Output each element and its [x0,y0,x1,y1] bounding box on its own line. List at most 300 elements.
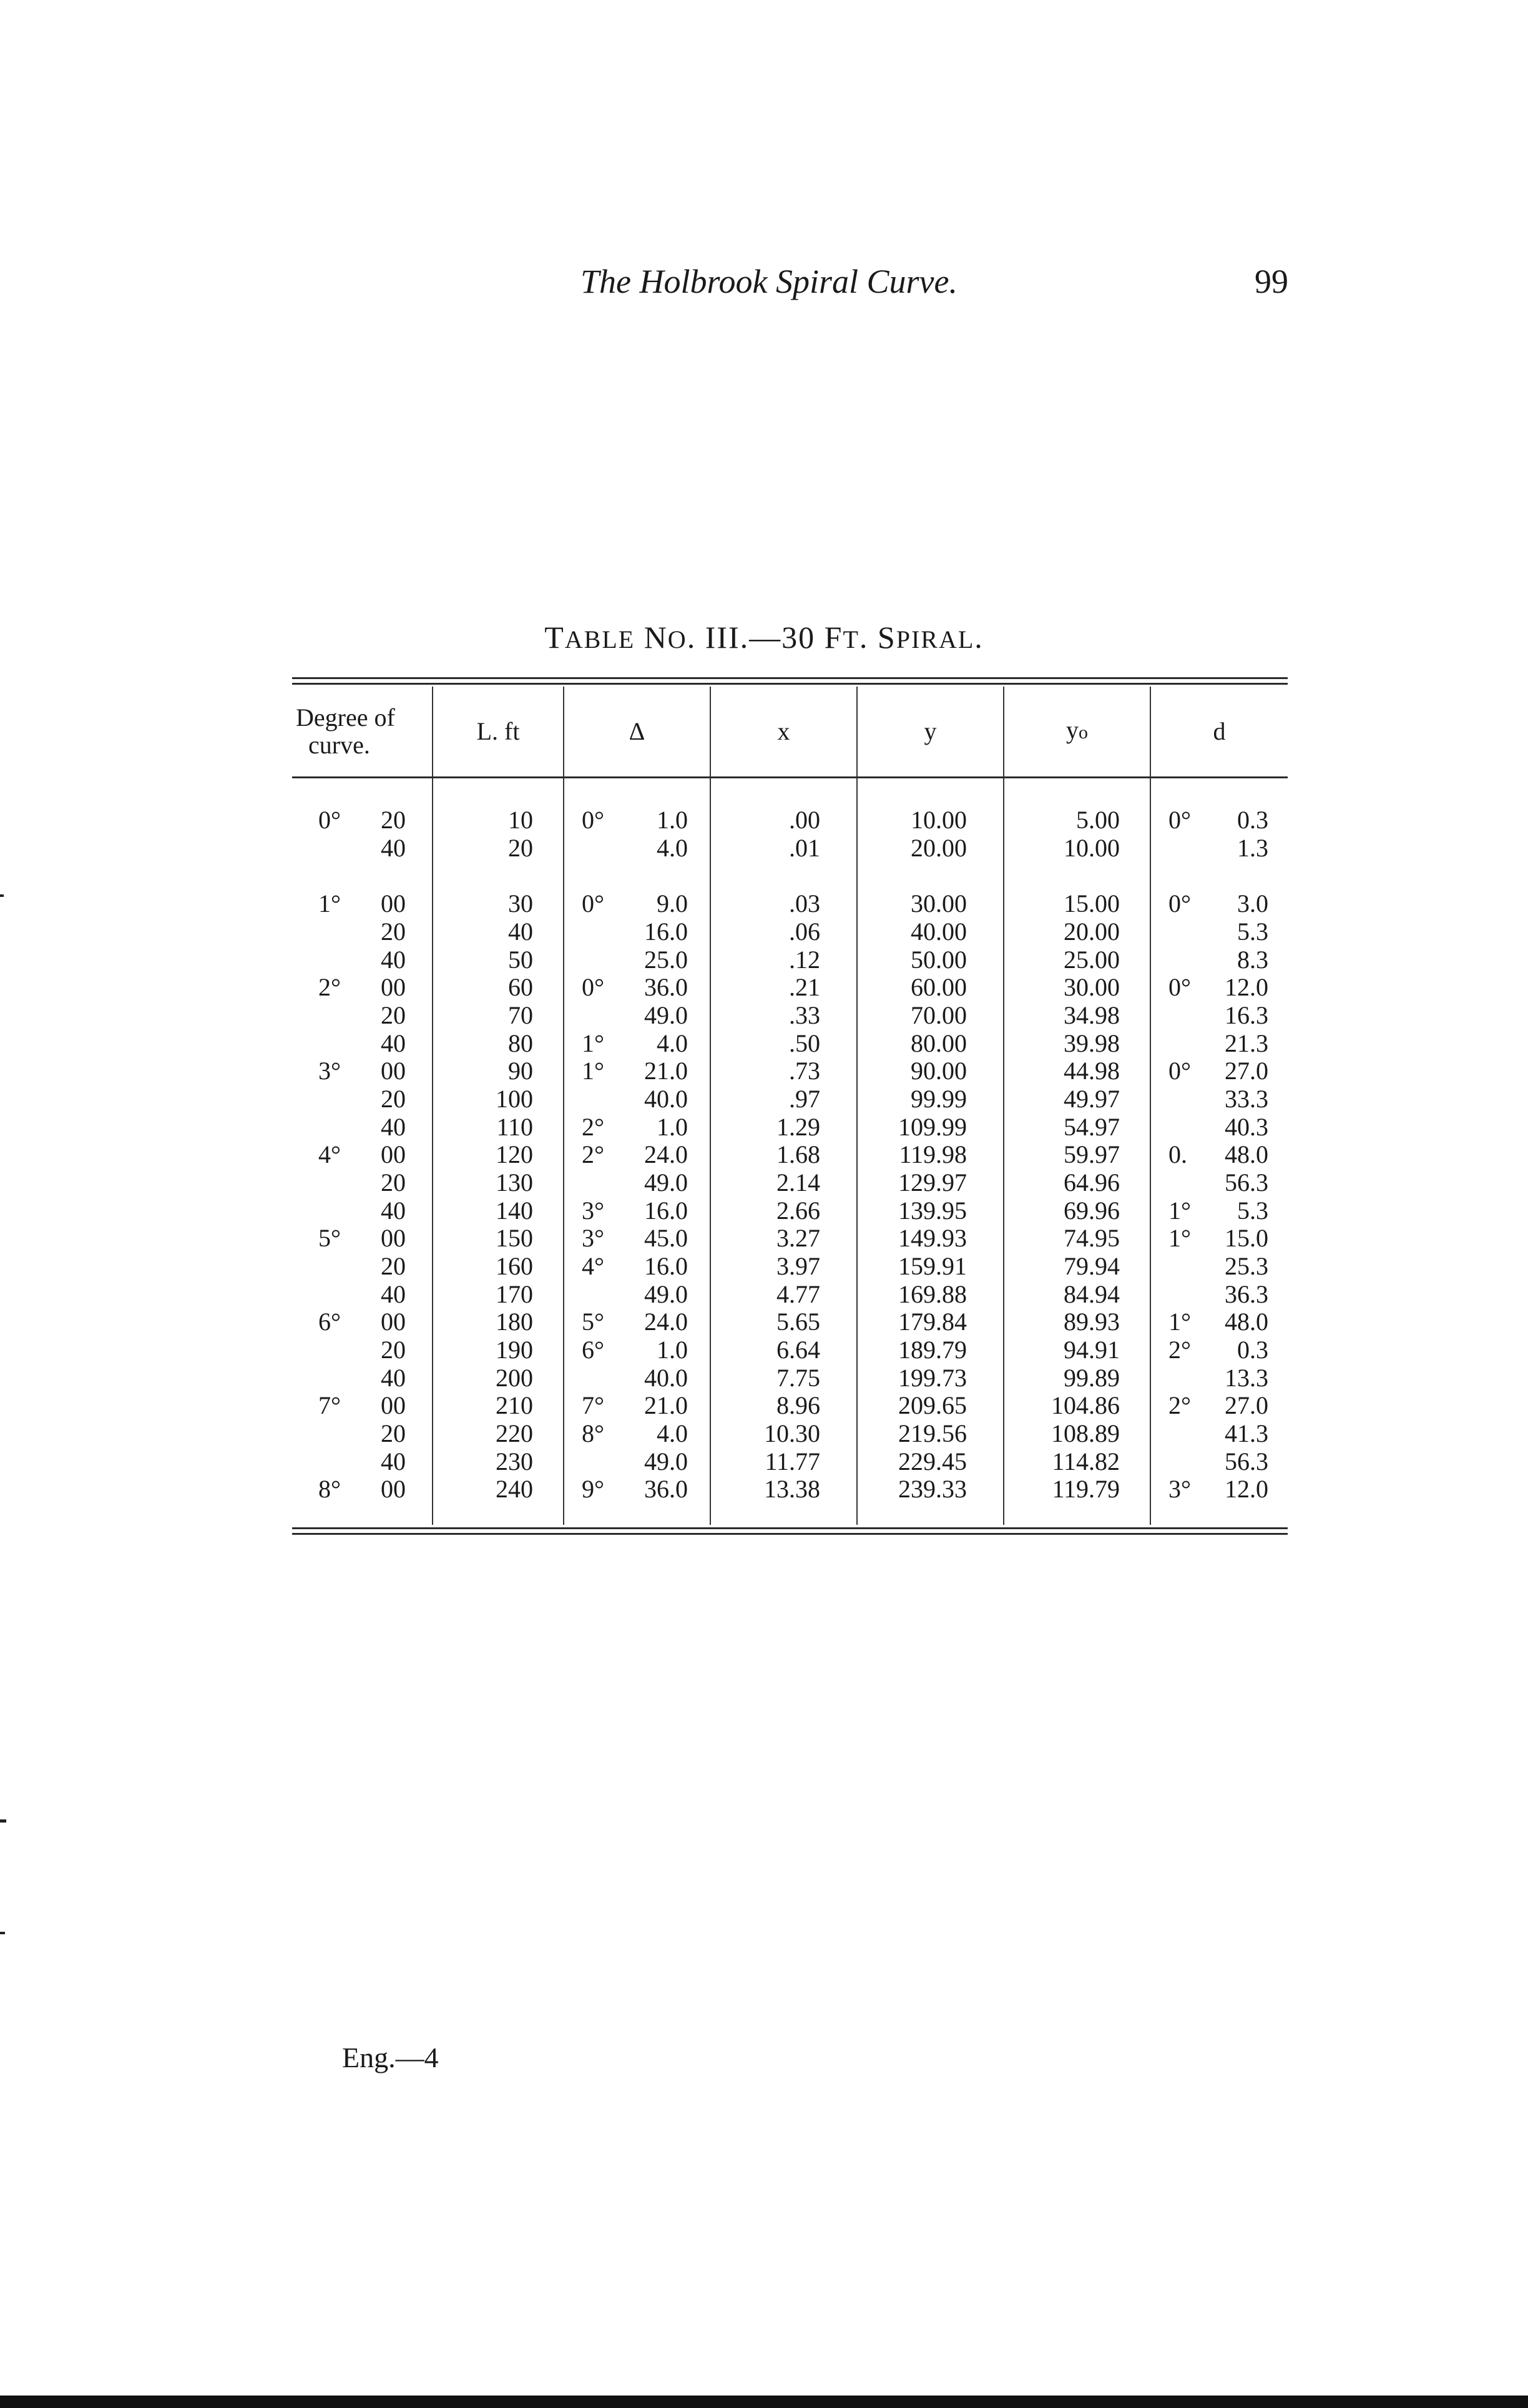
d-cell [1151,1280,1288,1308]
table-header-row [292,687,1288,778]
y0-cell: 5.00 [1076,806,1120,834]
d-degrees: 0° [1168,1057,1191,1085]
page-number: 99 [1255,263,1288,300]
x-cell: 8.96 [776,1391,820,1419]
d-minutes: 48.0 [1225,1140,1268,1168]
delta-degrees: 0° [582,973,604,1001]
delta-minutes: 45.0 [644,1224,688,1252]
delta-degrees: 1° [582,1057,604,1085]
delta-cell [564,889,710,918]
d-cell [1151,1113,1288,1141]
delta-cell [564,1364,710,1392]
row-group [1151,973,1288,1057]
d-minutes: 41.3 [1225,1419,1268,1447]
minutes-value: 40 [381,1113,406,1141]
delta-cell [564,1475,710,1503]
delta-minutes: 21.0 [644,1391,688,1419]
row-group [711,806,856,889]
scan-margin-mark [0,1819,6,1823]
row-group [711,1391,856,1475]
delta-cell [564,1057,710,1085]
degree-cell [292,946,432,974]
length-cell: 70 [508,1001,533,1029]
delta-cell [564,1419,710,1447]
d-minutes: 33.3 [1225,1085,1268,1113]
y-cell: 119.98 [899,1140,967,1168]
minutes-value: 20 [381,918,406,946]
row-group [1004,1140,1150,1224]
d-cell [1151,973,1288,1001]
y-cell: 99.99 [911,1085,967,1113]
d-cell [1151,1168,1288,1197]
length-cell: 30 [508,889,533,918]
x-cell: 6.64 [776,1336,820,1364]
d-degrees: 1° [1168,1197,1191,1225]
d-cell [1151,1057,1288,1085]
header-delta: Δ [564,687,710,778]
x-cell: .06 [789,918,820,946]
delta-cell [564,1447,710,1476]
length-cell: 10 [508,806,533,834]
minutes-value: 00 [381,1224,406,1252]
length-cell: 110 [496,1113,533,1141]
row-group [711,1057,856,1140]
length-cell: 180 [496,1308,533,1336]
minutes-value: 00 [381,1475,406,1503]
row-group [858,1308,1003,1391]
x-cell: 1.29 [776,1113,820,1141]
delta-minutes: 4.0 [657,1029,688,1057]
table-title [0,619,1528,655]
delta-cell [564,1113,710,1141]
d-minutes: 56.3 [1225,1447,1268,1476]
degree-cell [292,1475,432,1503]
y0-cell: 74.95 [1064,1224,1120,1252]
x-cell: .21 [789,973,820,1001]
delta-minutes: 1.0 [657,1113,688,1141]
d-minutes: 0.3 [1237,806,1268,834]
table-title-part: . [974,620,984,655]
delta-cell [564,973,710,1001]
y0-cell: 54.97 [1064,1113,1120,1141]
row-group [1151,1475,1288,1504]
minutes-value: 20 [381,1168,406,1197]
x-cell: 2.14 [776,1168,820,1197]
minutes-value: 40 [381,834,406,862]
delta-minutes: 40.0 [644,1364,688,1392]
d-cell [1151,1391,1288,1419]
y-cell: 40.00 [911,918,967,946]
d-degrees: 2° [1168,1336,1191,1364]
table-title-part: N [635,620,668,655]
minutes-value: 00 [381,1391,406,1419]
row-group [564,1057,710,1140]
table-title-part: T [843,625,860,653]
scan-margin-mark [0,1932,5,1934]
row-group [433,806,563,889]
header-degree-line1: Degree of [296,703,395,732]
delta-degrees: 2° [582,1140,604,1168]
header-degree-of-curve [292,687,433,778]
delta-cell [564,1280,710,1308]
x-cell: .12 [789,946,820,974]
length-cell: 50 [508,946,533,974]
y-cell: 209.65 [898,1391,967,1419]
delta-cell [564,946,710,974]
delta-degrees: 6° [582,1336,604,1364]
delta-minutes: 9.0 [657,889,688,918]
y-cell: 169.88 [898,1280,967,1308]
degree-cell [292,1419,432,1447]
table-spacer-row [292,1504,1288,1525]
table-bottom-rule [292,1527,1288,1529]
d-cell [1151,1085,1288,1113]
degree-value: 6° [318,1308,341,1336]
y0-cell: 108.89 [1051,1419,1120,1447]
degree-value: 1° [318,889,341,918]
table-top-rule [292,677,1288,679]
d-cell [1151,1029,1288,1057]
degree-cell [292,1113,432,1141]
row-group [711,1475,856,1504]
running-head [0,262,1528,318]
delta-column [564,806,710,1504]
d-minutes: 25.3 [1225,1252,1268,1280]
row-group [292,1308,432,1391]
y-cell: 20.00 [911,834,967,862]
delta-cell [564,1168,710,1197]
row-group [564,1475,710,1504]
header-degree-line2: curve. [308,731,370,759]
y0-cell: 69.96 [1064,1197,1120,1225]
d-cell [1151,1364,1288,1392]
row-group [433,1140,563,1224]
d-minutes: 5.3 [1237,918,1268,946]
minutes-value: 00 [381,1308,406,1336]
d-cell [1151,834,1288,862]
x-cell: 5.65 [776,1308,820,1336]
row-group [1151,1057,1288,1140]
row-group [711,1224,856,1308]
delta-minutes: 49.0 [644,1001,688,1029]
x-cell: .50 [789,1029,820,1057]
degree-cell [292,1252,432,1280]
length-cell: 90 [508,1057,533,1085]
y-cell: 159.91 [898,1252,967,1280]
row-group [711,973,856,1057]
table-spacer-row [292,778,1288,806]
minutes-value: 20 [381,806,406,834]
delta-minutes: 16.0 [644,1252,688,1280]
y-column [857,806,1004,1504]
degree-cell [292,1085,432,1113]
y0-cell: 20.00 [1064,918,1120,946]
x-cell: 4.77 [776,1280,820,1308]
delta-cell [564,1001,710,1029]
delta-degrees: 2° [582,1113,604,1141]
delta-cell [564,1029,710,1057]
y-cell: 149.93 [898,1224,967,1252]
minutes-value: 40 [381,1029,406,1057]
delta-minutes: 49.0 [644,1168,688,1197]
minutes-value: 20 [381,1419,406,1447]
d-degrees: 0° [1168,889,1191,918]
header-y0: yo [1004,687,1150,778]
spiral-table [292,687,1288,1525]
delta-minutes: 1.0 [657,1336,688,1364]
x-cell: 3.27 [776,1224,820,1252]
delta-cell [564,918,710,946]
delta-degrees: 5° [582,1308,604,1336]
y0-cell: 44.98 [1064,1057,1120,1085]
y0-cell: 84.94 [1064,1280,1120,1308]
row-group [1004,1308,1150,1391]
row-group [1004,806,1150,889]
y0-cell: 49.97 [1064,1085,1120,1113]
row-group [433,1057,563,1140]
delta-minutes: 49.0 [644,1447,688,1476]
degree-value: 5° [318,1224,341,1252]
signature-mark: Eng.—4 [342,2042,439,2073]
x-cell: 13.38 [764,1475,820,1503]
row-group [433,1391,563,1475]
delta-minutes: 36.0 [644,1475,688,1503]
x-cell: .33 [789,1001,820,1029]
degree-value: 0° [318,806,341,834]
d-degrees: 0° [1168,973,1191,1001]
header-length: L. ft [433,687,564,778]
d-degrees: 3° [1168,1475,1191,1503]
degree-cell [292,1336,432,1364]
y-cell: 179.84 [898,1308,967,1336]
delta-cell [564,1140,710,1168]
y-cell: 219.56 [898,1419,967,1447]
degree-cell [292,1140,432,1168]
length-cell: 60 [508,973,533,1001]
row-group [1004,1057,1150,1140]
delta-minutes: 4.0 [657,834,688,862]
row-group [564,1308,710,1391]
delta-cell [564,1391,710,1419]
d-degrees: 0° [1168,806,1191,834]
length-cell: 130 [496,1168,533,1197]
degree-cell [292,834,432,862]
d-minutes: 48.0 [1225,1308,1268,1336]
delta-cell [564,1085,710,1113]
d-degrees: 0. [1168,1140,1187,1168]
delta-cell [564,1252,710,1280]
row-group [858,806,1003,889]
d-cell [1151,1252,1288,1280]
row-group [292,1475,432,1504]
x-cell: 7.75 [776,1364,820,1392]
degree-cell [292,1280,432,1308]
row-group [564,1224,710,1308]
minutes-value: 00 [381,889,406,918]
row-group [858,1224,1003,1308]
x-cell: .00 [789,806,820,834]
delta-degrees: 1° [582,1029,604,1057]
scan-bottom-edge [0,2396,1528,2408]
d-minutes: 27.0 [1225,1391,1268,1419]
delta-minutes: 4.0 [657,1419,688,1447]
d-minutes: 0.3 [1237,1336,1268,1364]
d-cell [1151,1224,1288,1252]
length-column [433,806,564,1504]
header-d: d [1150,687,1288,778]
degree-value: 2° [318,973,341,1001]
y-cell: 80.00 [911,1029,967,1057]
header-y: y [857,687,1004,778]
y0-cell: 89.93 [1064,1308,1120,1336]
x-cell: 10.30 [764,1419,820,1447]
d-minutes: 12.0 [1225,973,1268,1001]
row-group [858,889,1003,973]
x-cell: 1.68 [776,1140,820,1168]
d-minutes: 12.0 [1225,1475,1268,1503]
degree-cell [292,918,432,946]
delta-degrees: 3° [582,1197,604,1225]
delta-minutes: 16.0 [644,918,688,946]
x-cell: 3.97 [776,1252,820,1280]
degree-value: 4° [318,1140,341,1168]
table-title-part: ABLE [564,625,635,653]
row-group [711,889,856,973]
delta-minutes: 25.0 [644,946,688,974]
d-minutes: 27.0 [1225,1057,1268,1085]
y0-cell: 30.00 [1064,973,1120,1001]
length-cell: 210 [496,1391,533,1419]
y-cell: 229.45 [898,1447,967,1476]
running-title: The Holbrook Spiral Curve. [580,263,957,300]
minutes-value: 40 [381,1447,406,1476]
degree-cell [292,1447,432,1476]
degree-cell [292,973,432,1001]
d-column [1150,806,1288,1504]
minutes-value: 20 [381,1001,406,1029]
y-cell: 60.00 [911,973,967,1001]
row-group [292,1391,432,1475]
table-title-part: . S [859,620,896,655]
minutes-value: 20 [381,1336,406,1364]
row-group [1151,889,1288,973]
delta-minutes: 24.0 [644,1140,688,1168]
d-minutes: 5.3 [1237,1197,1268,1225]
y-cell: 50.00 [911,946,967,974]
delta-degrees: 8° [582,1419,604,1447]
x-column [710,806,857,1504]
delta-minutes: 1.0 [657,806,688,834]
d-cell [1151,1447,1288,1476]
length-cell: 170 [496,1280,533,1308]
y0-cell: 34.98 [1064,1001,1120,1029]
d-cell [1151,1419,1288,1447]
header-y0-subscript: o [1079,722,1088,743]
degree-cell [292,1001,432,1029]
d-degrees: 1° [1168,1308,1191,1336]
d-cell [1151,1140,1288,1168]
d-minutes: 13.3 [1225,1364,1268,1392]
row-group [858,1057,1003,1140]
delta-cell [564,1224,710,1252]
y-cell: 129.97 [898,1168,967,1197]
row-group [433,1475,563,1504]
d-cell [1151,806,1288,834]
degree-column [292,806,433,1504]
table-title-part: . III.—30 F [687,620,843,655]
d-minutes: 16.3 [1225,1001,1268,1029]
table-title-part: PIRAL [896,625,975,653]
x-cell: .01 [789,834,820,862]
delta-degrees: 4° [582,1252,604,1280]
table-top-rule [292,683,1288,685]
delta-minutes: 36.0 [644,973,688,1001]
minutes-value: 40 [381,1364,406,1392]
length-cell: 140 [496,1197,533,1225]
x-cell: 11.77 [765,1447,820,1476]
d-cell [1151,946,1288,974]
row-group [1004,1475,1150,1504]
d-minutes: 8.3 [1237,946,1268,974]
degree-cell [292,1224,432,1252]
degree-cell [292,1029,432,1057]
length-cell: 40 [508,918,533,946]
delta-degrees: 0° [582,806,604,834]
row-group [433,1308,563,1391]
y0-cell: 59.97 [1064,1140,1120,1168]
row-group [564,973,710,1057]
length-cell: 20 [508,834,533,862]
y0-cell: 39.98 [1064,1029,1120,1057]
row-group [1004,889,1150,973]
delta-cell [564,806,710,834]
delta-minutes: 21.0 [644,1057,688,1085]
minutes-value: 00 [381,1057,406,1085]
d-cell [1151,889,1288,918]
y0-cell: 94.91 [1064,1336,1120,1364]
row-group [564,806,710,889]
minutes-value: 40 [381,946,406,974]
table-title-part: O [667,625,687,653]
degree-cell [292,1057,432,1085]
y-cell: 70.00 [911,1001,967,1029]
row-group [711,1308,856,1391]
d-minutes: 40.3 [1225,1113,1268,1141]
y0-cell: 99.89 [1064,1364,1120,1392]
y0-cell: 25.00 [1064,946,1120,974]
delta-cell [564,834,710,862]
row-group [858,1475,1003,1504]
row-group [1151,1391,1288,1475]
degree-value: 8° [318,1475,341,1503]
delta-minutes: 49.0 [644,1280,688,1308]
y0-cell: 119.79 [1052,1475,1120,1503]
y0-cell: 15.00 [1064,889,1120,918]
length-cell: 220 [496,1419,533,1447]
row-group [292,889,432,973]
header-x: x [710,687,857,778]
y-cell: 199.73 [898,1364,967,1392]
degree-cell [292,806,432,834]
scan-margin-mark [0,894,4,897]
delta-degrees: 3° [582,1224,604,1252]
row-group [433,1224,563,1308]
y0-cell: 10.00 [1064,834,1120,862]
row-group [564,1391,710,1475]
y0-cell: 104.86 [1051,1391,1120,1419]
d-minutes: 36.3 [1225,1280,1268,1308]
y-cell: 10.00 [911,806,967,834]
